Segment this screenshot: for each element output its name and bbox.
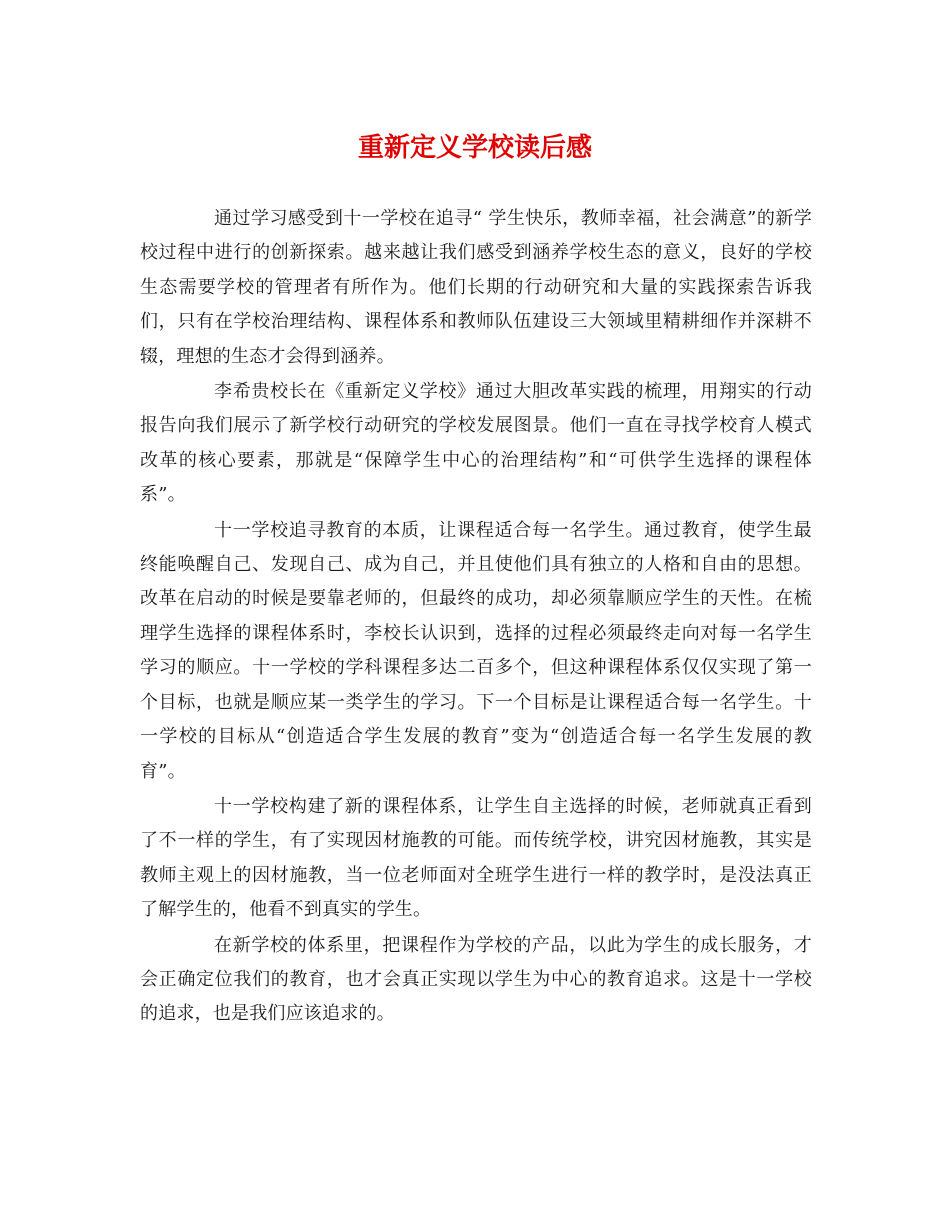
paragraph-1: 通过学习感受到十一学校在追寻“ 学生快乐，教师幸福，社会满意”的新学校过程中进行的创新探索。越来越让我们感受到涵养学校生态的意义，良好的学校生态需要学校的管理者有所作为。他们长期的行动研究和大量的实践探索告诉我们，只有在学校治理结构、课程体系和教师队伍建设三大领域里精耕细作并深耕不辍，理想的生态才会得到涵养。 <box>140 208 812 367</box>
paragraph-4: 十一学校构建了新的课程体系，让学生自主选择的时候，老师就真正看到了不一样的学生，有了实现因材施教的可能。而传统学校，讲究因材施教，其实是教师主观上的因材施教，当一位老师面对全班学生进行一样的教学时，是没法真正了解学生的，他看不到真实的学生。 <box>140 795 812 921</box>
document-title: 重新定义学校读后感 <box>357 133 592 163</box>
paragraph-2: 李希贵校长在《重新定义学校》通过大胆改革实践的梳理，用翔实的行动报告向我们展示了新学校行动研究的学校发展图景。他们一直在寻找学校育人模式改革的核心要素，那就是“保障学生中心的治理结构”和“可供学生选择的课程体系”。 <box>140 381 812 506</box>
paragraph-3: 十一学校追寻教育的本质，让课程适合每一名学生。通过教育，使学生最终能唤醒自己、发现自己、成为自己，并且使他们具有独立的人格和自由的思想。改革在启动的时候是要靠老师的，但最终的成功，却必须靠顺应学生的天性。在梳理学生选择的课程体系时，李校长认识到，选择的过程必须最终走向对每一名学生学习的顺应。十一学校的学科课程多达二百多个，但这种课程体系仅仅实现了第一个目标，也就是顺应某一类学生的学习。下一个目标是让课程适合每一名学生。十一学校的目标从“创造适合学生发展的教育”变为“创造适合每一名学生发展的教育”。 <box>140 519 812 782</box>
document-body <box>140 202 812 1033</box>
paragraph-5: 在新学校的体系里，把课程作为学校的产品，以此为学生的成长服务，才会正确定位我们的教育，也才会真正实现以学生为中心的教育追求。这是十一学校的追求，也是我们应该追求的。 <box>140 934 812 1025</box>
